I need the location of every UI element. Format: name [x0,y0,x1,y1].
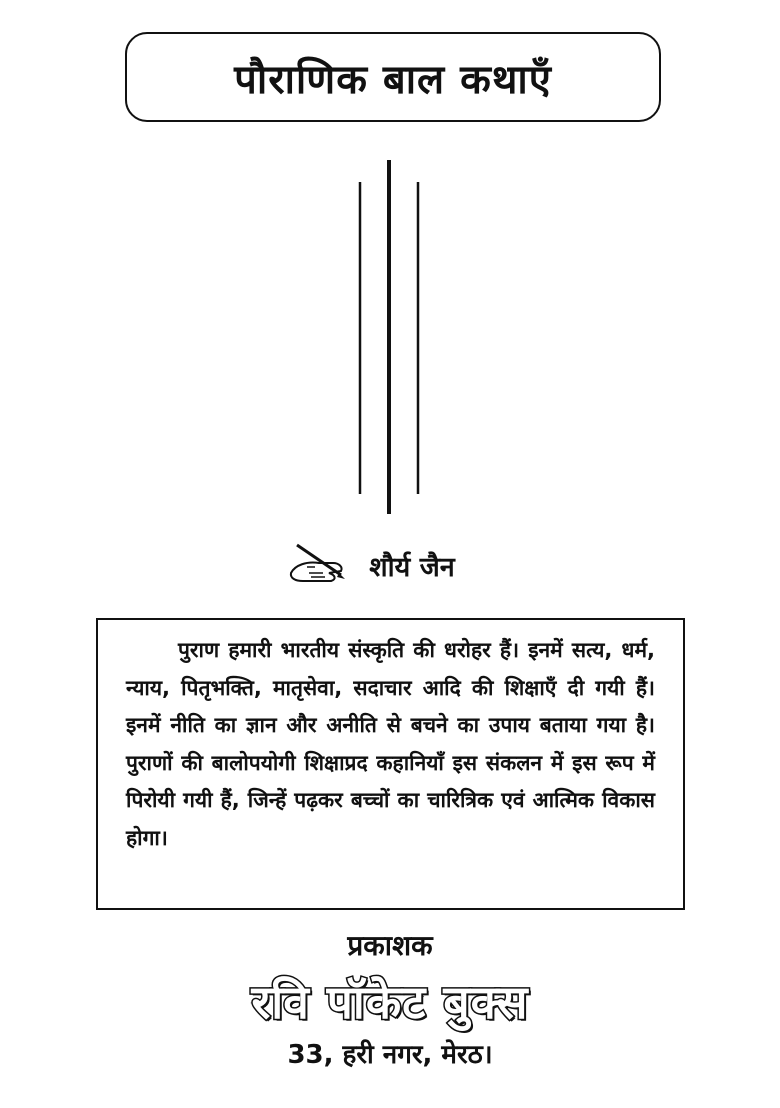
pen-hand-icon [285,543,355,587]
description-box [96,618,685,910]
publisher-address: 33, हरी नगर, मेरठ। [287,1040,493,1070]
title-box [125,32,661,122]
publisher-name-logo: रवि पॉकेट बुक्स [251,975,529,1029]
book-title: पौराणिक बाल कथाएँ [234,56,552,103]
author-row [0,540,780,590]
description-text: पुराण हमारी भारतीय संस्कृति की धरोहर हैं। इनमें सत्य, धर्म, न्याय, पितृभक्ति, मातृसेवा, सदाचार आदि की शिक्षाएँ दी गयी हैं। इनमें नीति का ज्ञान और अनीति से बचने का उपाय बताया गया है। पुराणों की बालोपयोगी शिक्षाप्रद कहानियाँ इस संकलन में इस रूप में पिरोयी गयी हैं, जिन्हें पढ़कर बच्चों का चारित्रिक एवं आत्मिक विकास होगा। [126,638,655,850]
vertical-lines-ornament [340,160,440,520]
author-name: शौर्य जैन [369,551,455,583]
publisher-label: प्रकाशक [347,929,433,962]
